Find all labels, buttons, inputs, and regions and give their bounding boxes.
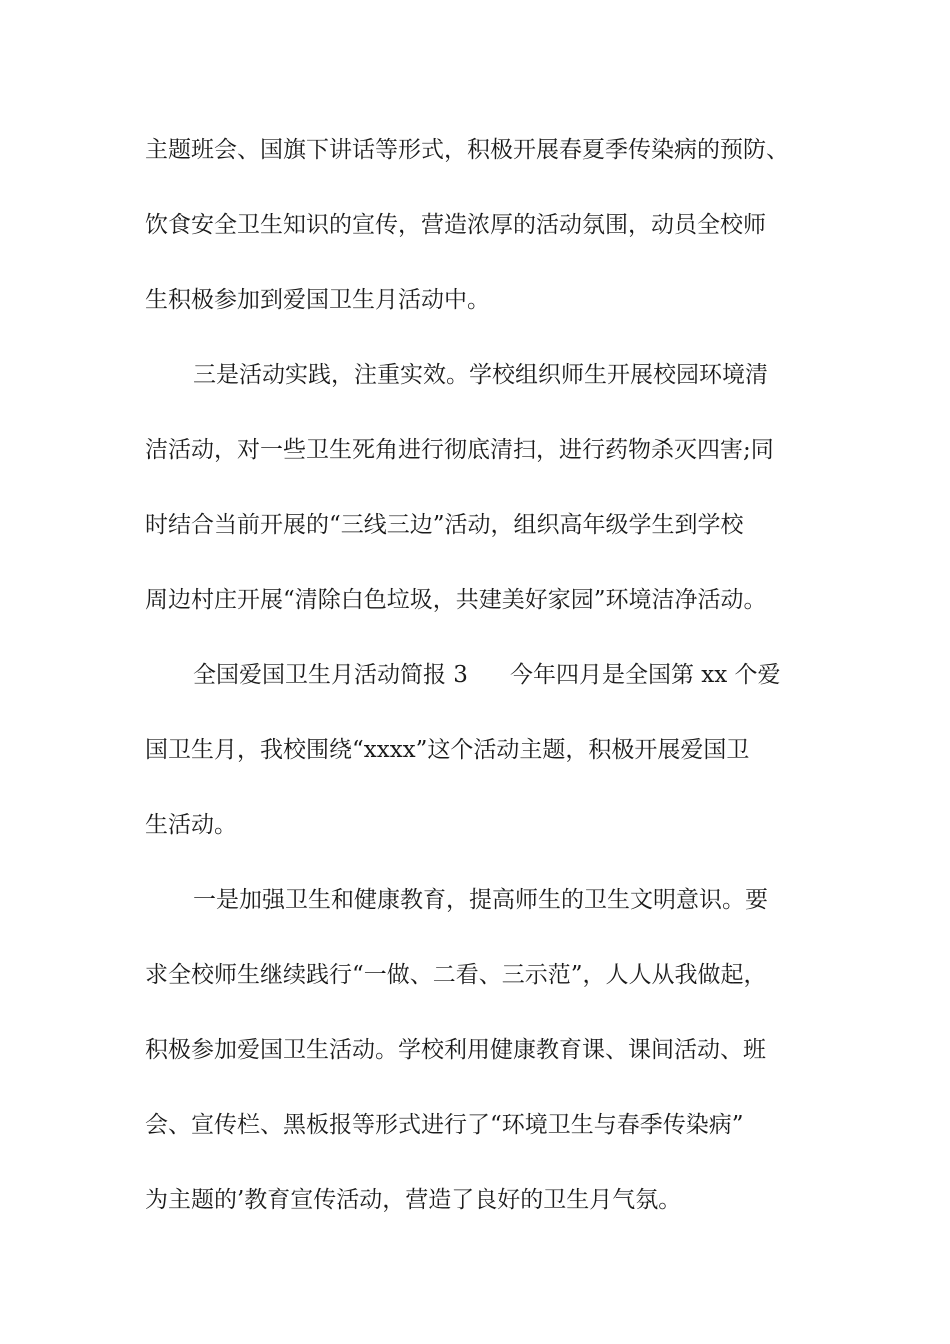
- paragraph-line: 三是活动实践，注重实效。学校组织师生开展校园环境清: [193, 362, 768, 388]
- report-title: 全国爱国卫生月活动简报 3: [193, 662, 468, 688]
- paragraph-line: 国卫生月，我校围绕“xxxx”这个活动主题，积极开展爱国卫: [145, 737, 750, 763]
- paragraph-text: 今年四月是全国第 xx 个爱: [509, 662, 781, 688]
- paragraph-line: 一是加强卫生和健康教育，提高师生的卫生文明意识。要: [193, 887, 768, 913]
- paragraph-line: 洁活动，对一些卫生死角进行彻底清扫，进行药物杀灭四害;同: [145, 437, 774, 463]
- paragraph-line: 主题班会、国旗下讲话等形式，积极开展春夏季传染病的预防、: [145, 137, 789, 163]
- report-heading-line: [193, 660, 781, 690]
- paragraph-line: 求全校师生继续践行“一做、二看、三示范”，人人从我做起，: [145, 962, 767, 988]
- paragraph-line: 时结合当前开展的“三线三边”活动，组织高年级学生到学校: [145, 512, 744, 538]
- paragraph-line: 生积极参加到爱国卫生月活动中。: [145, 287, 490, 313]
- paragraph-line: 会、宣传栏、黑板报等形式进行了“环境卫生与春季传染病”: [145, 1112, 744, 1138]
- paragraph-line: 周边村庄开展“清除白色垃圾，共建美好家园”环境洁净活动。: [145, 587, 767, 613]
- paragraph-line: 积极参加爱国卫生活动。学校利用健康教育课、课间活动、班: [145, 1037, 766, 1063]
- paragraph-line: 饮食安全卫生知识的宣传，营造浓厚的活动氛围，动员全校师: [145, 212, 766, 238]
- paragraph-line: 为主题的’教育宣传活动，营造了良好的卫生月气氛。: [145, 1187, 682, 1213]
- paragraph-line: 生活动。: [145, 812, 237, 838]
